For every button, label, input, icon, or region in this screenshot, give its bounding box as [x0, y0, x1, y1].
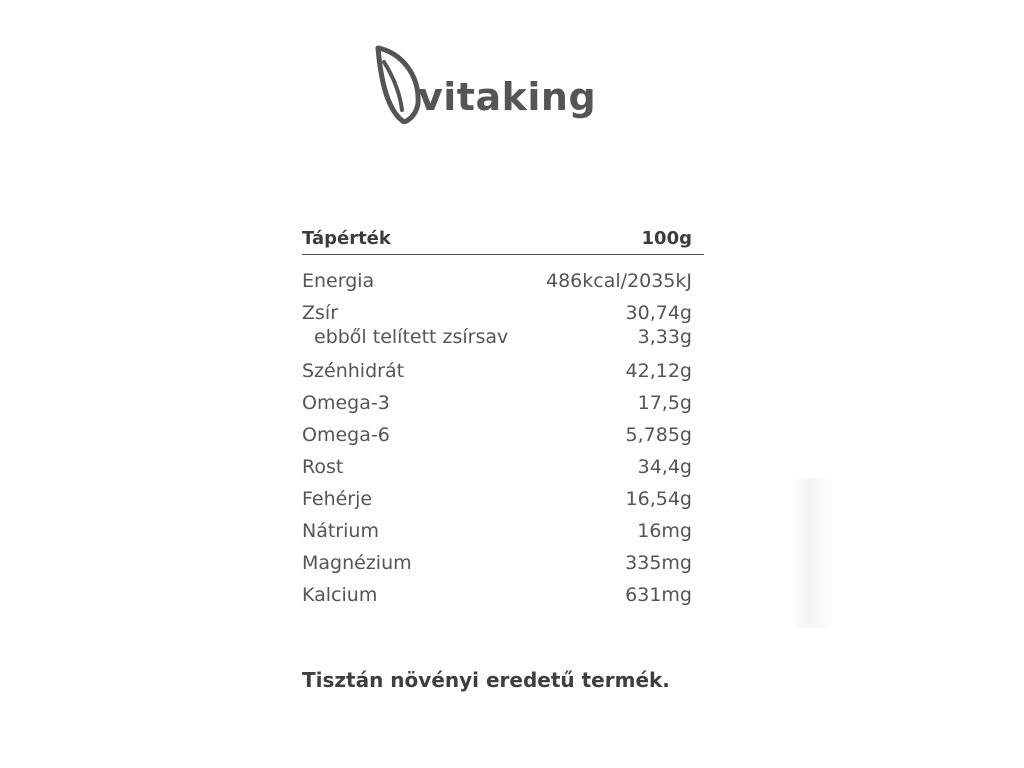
row-value: 16,54g: [625, 488, 692, 510]
footer-note: Tisztán növényi eredetű termék.: [302, 668, 670, 692]
row-value: 5,785g: [625, 424, 692, 446]
row-name: Omega-3: [302, 392, 390, 414]
table-row: [302, 483, 692, 515]
table-header: [302, 222, 704, 255]
row-value: 34,4g: [637, 456, 692, 478]
background-shadow: [790, 478, 836, 628]
table-row: [302, 265, 692, 297]
brand-logo: [374, 44, 604, 134]
table-row: [302, 419, 692, 451]
row-name: Szénhidrát: [302, 360, 405, 382]
table-row: [302, 579, 692, 611]
row-name: Fehérje: [302, 488, 373, 510]
row-name: ebből telített zsírsav: [314, 326, 509, 348]
header-value: 100g: [641, 228, 692, 249]
nutrition-table: [302, 222, 704, 611]
row-name: Magnézium: [302, 552, 412, 574]
row-value: 631mg: [625, 584, 692, 606]
row-name: Rost: [302, 456, 344, 478]
table-row: [302, 355, 692, 387]
row-value: 42,12g: [625, 360, 692, 382]
row-value: 486kcal/2035kJ: [546, 270, 692, 292]
header-label: Tápérték: [302, 228, 391, 249]
row-name: Energia: [302, 270, 375, 292]
row-value: 30,74g: [625, 302, 692, 324]
row-name: Zsír: [302, 302, 339, 324]
row-value: 16mg: [637, 520, 692, 542]
table-row: [302, 387, 692, 419]
row-name: Kalcium: [302, 584, 378, 606]
table-rows: [302, 265, 704, 611]
row-value: 3,33g: [637, 326, 692, 348]
row-value: 17,5g: [637, 392, 692, 414]
table-row: [302, 515, 692, 547]
table-row: [302, 451, 692, 483]
row-name: Omega-6: [302, 424, 390, 446]
row-name: Nátrium: [302, 520, 379, 542]
table-row: [302, 325, 692, 355]
brand-name: vitaking: [418, 75, 597, 119]
row-value: 335mg: [625, 552, 692, 574]
table-row: [302, 547, 692, 579]
